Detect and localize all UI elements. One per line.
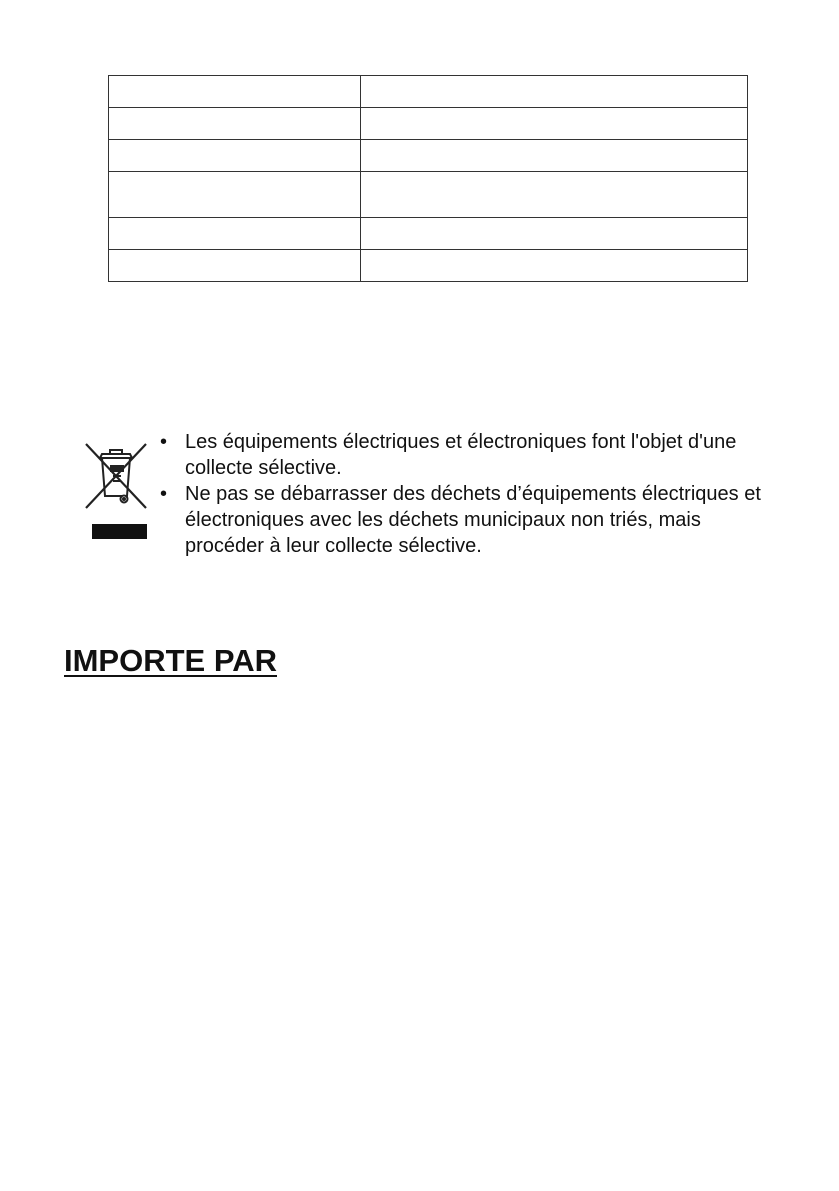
importer-heading: IMPORTE PAR [64, 643, 277, 678]
weee-notice-text: Ne pas se débarrasser des déchets d’équipements électriques et électroniques avec les déchets municipaux non triés, mais procéder à leur collecte sélective. [185, 483, 761, 557]
table-row [109, 250, 748, 282]
bullet-marker: • [160, 483, 168, 505]
spec-value-cell [361, 108, 748, 140]
spec-label-cell [109, 172, 361, 218]
crossed-out-wheelie-bin-icon [80, 438, 152, 542]
list-item [160, 429, 780, 481]
list-item [160, 481, 780, 559]
spec-value-cell [361, 76, 748, 108]
weee-notice-list [160, 429, 780, 559]
spec-table [108, 75, 748, 282]
spec-value-cell [361, 140, 748, 172]
spec-label-cell [109, 76, 361, 108]
spec-label-cell [109, 140, 361, 172]
table-row [109, 140, 748, 172]
table-row [109, 218, 748, 250]
table-row [109, 172, 748, 218]
table-row [109, 76, 748, 108]
spec-value-cell [361, 172, 748, 218]
spec-label-cell [109, 250, 361, 282]
spec-label-cell [109, 218, 361, 250]
spec-value-cell [361, 250, 748, 282]
weee-notice-text: Les équipements électriques et électroniques font l'objet d'une collecte sélective. [185, 431, 737, 479]
spec-label-cell [109, 108, 361, 140]
bullet-marker: • [160, 431, 168, 453]
table-row [109, 108, 748, 140]
spec-value-cell [361, 218, 748, 250]
